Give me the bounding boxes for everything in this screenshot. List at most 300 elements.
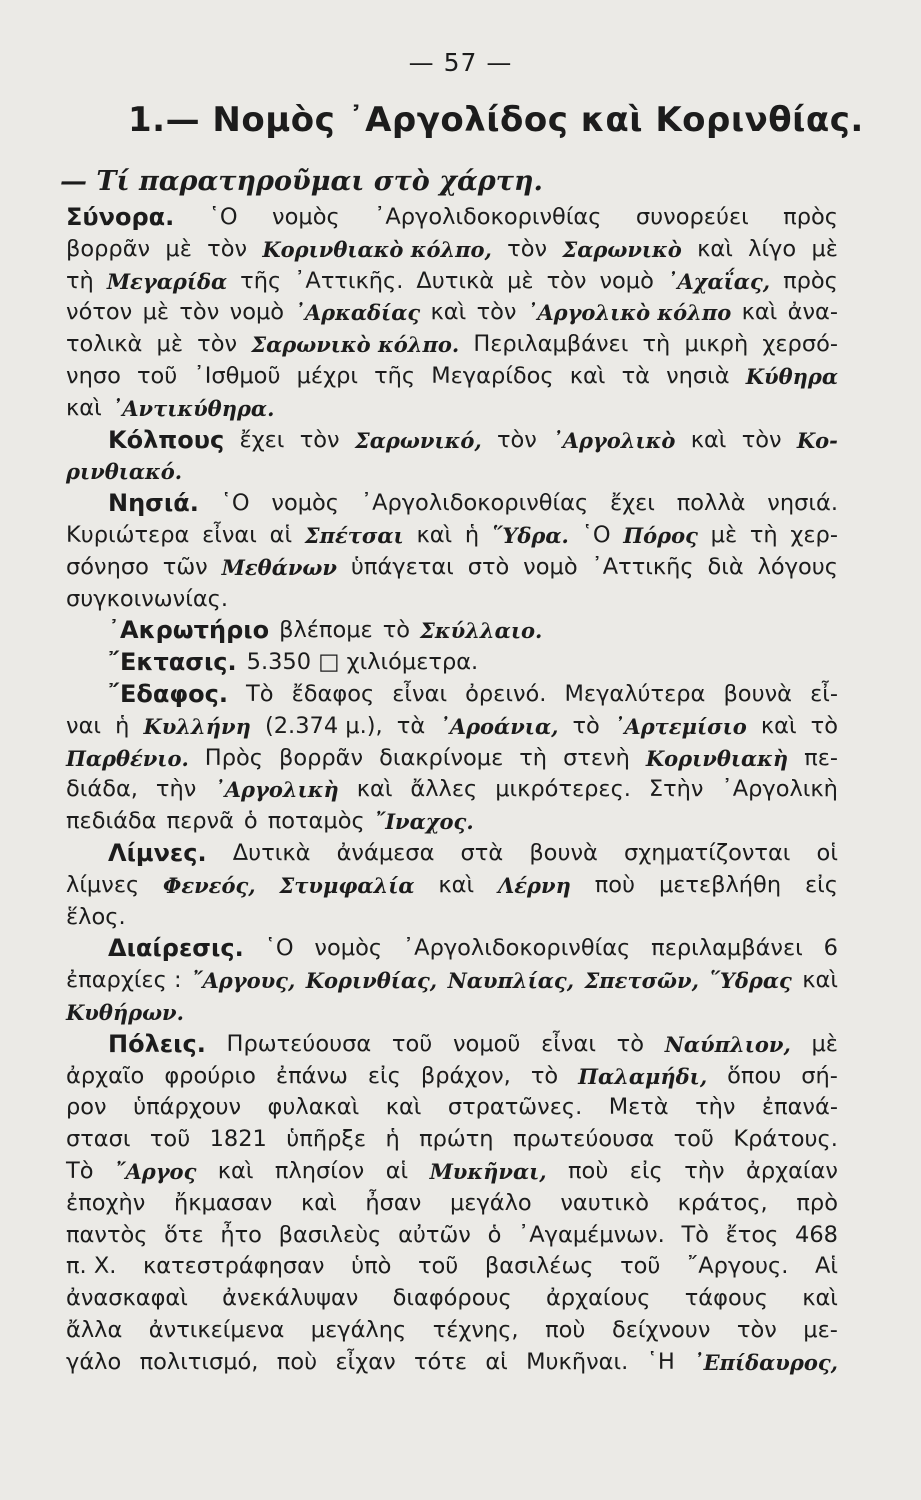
word: μὲ: [142, 299, 170, 326]
word: καὶ: [300, 1189, 337, 1216]
place-name: Κυθήρων.: [66, 999, 184, 1025]
word: ἡ: [464, 521, 480, 548]
word: αὐτῶν: [398, 1221, 471, 1248]
place-name: ᾿Αντικύθηρα.: [111, 395, 275, 421]
word: εἶχαν: [335, 1348, 396, 1375]
text-line: [66, 679, 838, 711]
word: Μεγαρίδος: [431, 362, 554, 389]
place-name: Σαρωνικό,: [354, 427, 482, 453]
word: π. Χ.: [66, 1253, 117, 1280]
word: ἀντικείμενα: [148, 1316, 285, 1343]
text-line: [66, 584, 838, 616]
word: μὲ: [165, 235, 192, 262]
word: τοῦ: [620, 1253, 661, 1280]
word: ἀρχαίαν: [745, 1157, 838, 1184]
place-name: ᾿Αργολικὸ: [552, 427, 676, 453]
word: μὲ: [811, 235, 838, 262]
word: Περιλαμβάνει: [473, 331, 629, 358]
place-name: Κο-: [796, 427, 838, 453]
word: εἶναι: [392, 680, 448, 707]
word: με-: [803, 1316, 838, 1343]
word: πρὸ: [796, 1189, 838, 1216]
word: ποὺ: [545, 1316, 586, 1343]
word: στενὴ: [563, 744, 630, 771]
word: Δυτικὰ: [232, 839, 311, 866]
word: νομὸς: [272, 204, 340, 230]
word: Αἱ: [814, 1253, 838, 1280]
word: βασιλεὺς: [278, 1221, 382, 1248]
word: ποὺ: [594, 871, 636, 898]
place-name: ῎Αργους,: [191, 968, 296, 994]
place-name: ᾿Επίδαυρος,: [693, 1349, 838, 1375]
word: καὶ: [438, 871, 475, 898]
word: εἶναι: [541, 1030, 596, 1057]
word: καὶ: [416, 521, 453, 548]
word: μὲ: [710, 521, 738, 548]
word: Μεγαλύτερα: [564, 680, 706, 707]
text-line: [66, 615, 838, 647]
word: Κυριώτερα: [66, 521, 190, 548]
text-line: [66, 774, 838, 806]
word: Στὴν: [648, 776, 704, 803]
text-line: [66, 425, 838, 457]
word: καὶ: [697, 235, 733, 262]
text-line: [66, 488, 838, 520]
text-line: [66, 965, 838, 997]
word: τὸν: [741, 426, 782, 453]
section-label: Διαίρεσις.: [108, 934, 244, 963]
word: τὸ: [530, 1062, 559, 1089]
word: καὶ: [217, 1157, 254, 1184]
section-label: Κόλπους: [108, 425, 225, 454]
word: τοῦ: [417, 1253, 459, 1280]
word: μὲ: [507, 267, 534, 294]
text-line: [66, 266, 838, 298]
word: τάφους: [684, 1285, 768, 1312]
word: εἶναι: [202, 521, 257, 548]
word: ἄλλες: [410, 776, 478, 803]
word: ὀρεινό.: [465, 680, 547, 707]
text-line: [66, 520, 838, 552]
word: λίγο: [748, 235, 797, 262]
section-subheading: — Τί παρατηροῦμαι στὸ χάρτη.: [60, 166, 543, 197]
word: πρὸς: [783, 204, 838, 230]
text-line: [66, 393, 838, 425]
place-name: Κορινθίας,: [305, 968, 438, 994]
word: Κράτους.: [733, 1126, 838, 1153]
place-name: Πόρος: [623, 522, 698, 548]
word: χερσό-: [762, 331, 838, 358]
word: στασι: [66, 1126, 131, 1153]
word: βλέπομε: [279, 617, 373, 644]
place-name: Ναυπλίας,: [447, 968, 575, 994]
word: καὶ: [385, 1094, 422, 1121]
section-label: Νησιά.: [108, 489, 199, 518]
word: ᾿Αργολιδοκορινθίας: [402, 935, 631, 962]
word: σόνησο: [66, 553, 149, 580]
word: ἦτο: [220, 1221, 262, 1248]
text-line: [66, 329, 838, 361]
word: Τὸ: [246, 680, 274, 707]
text-line: [66, 1315, 838, 1347]
word: Δυτικὰ: [416, 267, 495, 294]
word: παντὸς: [66, 1221, 148, 1248]
text-line: [66, 1283, 838, 1315]
word: στρατῶνες.: [447, 1094, 583, 1121]
word: τὸν: [736, 1316, 777, 1343]
word: νομὸ: [523, 553, 578, 580]
word: ἔδαφος: [291, 680, 375, 707]
word: βορρᾶν: [278, 744, 364, 771]
place-name: ᾿Αρτεμίσιο: [613, 713, 747, 739]
place-name: Κυλλήνη: [143, 713, 251, 739]
place-name: Μεγαρίδα: [106, 268, 228, 294]
word: πολιτισμό,: [139, 1348, 259, 1375]
section-label: Λίμνες.: [108, 838, 207, 867]
word: τὸ: [810, 712, 838, 739]
word: ἤκμασαν: [173, 1189, 273, 1216]
word: ναι: [66, 712, 102, 739]
word: τὸ: [572, 712, 600, 739]
word: τὰ: [396, 712, 426, 739]
word: ῾Η: [646, 1348, 675, 1375]
word: σή-: [801, 1062, 838, 1089]
word: τὸν: [299, 426, 340, 453]
word: τῆς: [240, 267, 282, 294]
word: τὸν: [546, 267, 587, 294]
word: ποταμὸς: [267, 808, 365, 835]
word: τὸν: [496, 426, 537, 453]
word: λίμνες: [66, 871, 140, 898]
word: ῾Ο: [208, 204, 238, 230]
place-name: ῞Υδρας: [709, 968, 792, 994]
word: πρὸς: [783, 267, 838, 294]
word: Πρωτεύουσα: [226, 1030, 372, 1057]
place-name: Σκύλλαιο.: [420, 618, 543, 644]
word: βορρᾶν: [66, 235, 151, 262]
word: διακρίνομε: [379, 744, 504, 771]
text-line: [66, 743, 838, 775]
place-name: Φενεός,: [163, 872, 256, 898]
word: βράχον,: [420, 1062, 511, 1089]
word: ἐπαρχίες :: [66, 967, 182, 994]
word: ῾Ο: [581, 521, 611, 548]
text-line: [66, 1220, 838, 1252]
word: ποὺ: [276, 1348, 318, 1375]
word: τέχνης,: [432, 1316, 519, 1343]
text-line: [66, 1251, 838, 1283]
word: εἰς: [804, 871, 838, 898]
text-line: [66, 838, 838, 870]
text-line: [66, 1029, 838, 1061]
word: νησο: [66, 362, 121, 389]
word: τῶν: [162, 553, 208, 580]
word: τὸν: [197, 331, 238, 358]
word: καὶ: [66, 394, 102, 421]
section-label: Πόλεις.: [108, 1029, 206, 1058]
place-name: ᾿Αροάνια,: [439, 713, 559, 739]
word: ὁ: [487, 1221, 502, 1248]
word: 468: [795, 1221, 838, 1248]
word: ἕλος.: [66, 903, 126, 930]
word: πε-: [804, 744, 838, 771]
place-name: ῎Ιναχος.: [374, 809, 474, 835]
word: ἡ: [115, 712, 130, 739]
word: νότον: [66, 299, 133, 326]
word: καὶ: [356, 776, 393, 803]
word: ἀρχαίους: [545, 1285, 651, 1312]
text-line: [66, 456, 838, 488]
word: πρωτεύουσα: [512, 1126, 655, 1153]
word: συγκοινωνίας.: [66, 585, 229, 612]
word: ρον: [66, 1094, 107, 1121]
word: πρώτη: [419, 1126, 494, 1153]
word: βουνὰ: [723, 680, 792, 707]
word: ᾿Αργολιδοκορινθίας: [374, 204, 602, 230]
word: στὰ: [460, 839, 504, 866]
word: ᾿Αργολικὴ: [721, 776, 838, 803]
text-line: [66, 297, 838, 329]
word: ἦσαν: [365, 1189, 422, 1216]
word: τὸ: [382, 617, 411, 644]
place-name: ᾿Αργολικὸ κόλπο: [526, 300, 732, 326]
word: ᾿Αττικῆς: [591, 553, 694, 580]
place-name: ᾿Αρκαδίας: [294, 300, 421, 326]
word: βασιλέως: [484, 1253, 594, 1280]
word: τῆς: [374, 362, 416, 389]
word: ῾Ο: [220, 490, 250, 517]
word: μέχρι: [296, 362, 358, 389]
word: εἰς: [629, 1157, 663, 1184]
word: 5.350 □ χιλιόμετρα.: [246, 649, 479, 676]
word: ἄλλα: [66, 1316, 123, 1343]
word: τὴ: [749, 521, 778, 548]
section-label: Σύνορα.: [66, 203, 175, 231]
word: καὶ: [802, 1285, 838, 1312]
word: τὸν: [179, 299, 220, 326]
text-line: [66, 1124, 838, 1156]
section-label: ῎Εκτασις.: [108, 648, 237, 677]
word: Μυκῆναι.: [526, 1348, 629, 1375]
place-name: Σπέτσαι: [304, 522, 404, 548]
text-line: [66, 997, 838, 1029]
text-line: [66, 1188, 838, 1220]
place-name: Ναύπλιον,: [664, 1031, 791, 1057]
word: τὴν: [695, 1094, 736, 1121]
text-line: [66, 806, 838, 838]
word: καὶ: [741, 299, 778, 326]
word: Πρὸς: [204, 744, 263, 771]
word: χερ-: [790, 521, 838, 548]
place-name: ᾿Αργολικὴ: [214, 777, 339, 803]
place-name: Μυκῆναι,: [429, 1158, 547, 1184]
word: εἶ-: [810, 680, 838, 707]
word: ἀνασκαφαὶ: [66, 1285, 188, 1312]
place-name: Λέρνη: [498, 872, 571, 898]
text-line: [66, 647, 838, 679]
place-name: ῞Υδρα.: [491, 522, 569, 548]
word: λόγους: [757, 553, 838, 580]
word: τὴν: [155, 776, 197, 803]
word: Τὸ: [681, 1221, 709, 1248]
word: ῎Αργους.: [687, 1253, 789, 1280]
word: κράτος,: [677, 1189, 768, 1216]
word: ἐπανά-: [761, 1094, 838, 1121]
word: τότε: [413, 1348, 468, 1375]
word: τὸν: [507, 235, 548, 262]
text-line: [66, 1061, 838, 1093]
word: διάδα,: [66, 776, 138, 803]
word: ἔτος: [725, 1221, 779, 1248]
word: στὸ: [467, 553, 510, 580]
section-label: ῎Εδαφος.: [108, 679, 228, 708]
word: πολλὰ: [676, 490, 746, 517]
place-name: ᾿Αχαΐας,: [666, 268, 771, 294]
word: κατεστράφησαν: [143, 1253, 325, 1280]
word: νομὸς: [314, 935, 383, 962]
word: 1821: [209, 1126, 267, 1153]
place-name: Παρθένιο.: [66, 745, 189, 771]
word: ἀνα-: [787, 299, 838, 326]
text-line: [66, 552, 838, 584]
text-line: [66, 1156, 838, 1188]
place-name: Σαρωνικὸ: [562, 236, 682, 262]
word: ὑπῆρξε: [286, 1126, 367, 1153]
word: νομὸ: [229, 299, 285, 326]
word: Τὸ: [66, 1157, 94, 1184]
word: καὶ: [802, 967, 838, 994]
word: Μετὰ: [608, 1094, 669, 1121]
section-label: ᾿Ακρωτήριο: [108, 616, 270, 645]
word: ἐποχὴν: [66, 1189, 146, 1216]
word: τοῦ: [391, 1030, 433, 1057]
word: ποὺ: [568, 1157, 609, 1184]
body-text: [66, 202, 838, 1378]
word: μικρότερες.: [495, 776, 631, 803]
word: ἀνάμεσα: [336, 839, 435, 866]
word: νομοῦ: [452, 1030, 521, 1057]
word: ᾿Αγαμέμνων.: [518, 1221, 665, 1248]
word: ἔχει: [609, 490, 655, 517]
place-name: Σαρωνικὸ κόλπο.: [251, 332, 460, 358]
word: μικρὴ: [684, 331, 749, 358]
word: σχηματίζονται: [624, 839, 791, 866]
word: καὶ: [569, 362, 606, 389]
page-number: — 57 —: [408, 48, 513, 77]
text-line: [66, 361, 838, 393]
text-line: [66, 234, 838, 266]
word: ὑπάρχουν: [133, 1094, 242, 1121]
word: μὲ: [156, 331, 183, 358]
word: ναυτικὸ: [560, 1189, 649, 1216]
place-name: ῎Αργος: [114, 1158, 197, 1184]
word: νησιὰ: [666, 362, 730, 389]
text-line: [66, 1347, 838, 1379]
place-name: Κορινθιακὴ: [645, 745, 789, 771]
word: ὑπὸ: [351, 1253, 392, 1280]
word: τολικὰ: [66, 331, 143, 358]
word: οἱ: [816, 839, 838, 866]
word: τὸν: [207, 235, 248, 262]
word: περιλαμβάνει: [651, 935, 803, 962]
text-line: [66, 202, 838, 234]
text-line: [66, 1092, 838, 1124]
word: ᾿Αργολιδοκορινθίας: [360, 490, 589, 517]
word: νομὸς: [271, 490, 340, 517]
word: αἱ: [269, 521, 293, 548]
word: τοῦ: [136, 362, 178, 389]
word: μεγάλο: [449, 1189, 532, 1216]
word: ἀρχαῖο: [66, 1062, 145, 1089]
place-name: Παλαμήδι,: [578, 1063, 708, 1089]
word: ὅπου: [727, 1062, 782, 1089]
word: τὸν: [476, 299, 517, 326]
word: καὶ: [430, 299, 467, 326]
word: διὰ: [707, 553, 744, 580]
word: βουνὰ: [529, 839, 598, 866]
place-name: Σπετσῶν,: [584, 968, 699, 994]
word: περνᾶ: [166, 808, 234, 835]
word: ᾿Ισθμοῦ: [193, 362, 281, 389]
text-line: [66, 711, 838, 743]
word: συνορεύει: [635, 204, 749, 230]
word: καὶ: [690, 426, 727, 453]
word: νομὸ: [599, 267, 654, 294]
word: τὴ: [642, 331, 671, 358]
word: τοῦ: [673, 1126, 714, 1153]
word: φρούριο: [164, 1062, 256, 1089]
word: ἀνεκάλυψαν: [222, 1285, 359, 1312]
word: τὴ: [519, 744, 548, 771]
word: διαφόρους: [392, 1285, 512, 1312]
word: αἱ: [485, 1348, 508, 1375]
word: φυλακαὶ: [267, 1094, 360, 1121]
word: δείχνουν: [611, 1316, 711, 1343]
text-line: [66, 933, 838, 965]
word: μετεβλήθη: [658, 871, 782, 898]
place-name: Μεθάνων: [221, 554, 337, 580]
word: μεγάλης: [310, 1316, 407, 1343]
word: τὴ: [66, 267, 94, 294]
word: νησιά.: [767, 490, 838, 517]
place-name: ρινθιακό.: [66, 459, 183, 485]
word: ἐπάνω: [275, 1062, 348, 1089]
place-name: Κορινθιακὸ κόλπο,: [262, 236, 492, 262]
word: ῾Ο: [264, 935, 294, 962]
text-line: [66, 902, 838, 934]
place-name: Στυμφαλία: [279, 872, 415, 898]
word: καὶ: [760, 712, 797, 739]
place-name: Κύθηρα: [745, 363, 838, 389]
word: ᾿Αττικῆς.: [294, 267, 404, 294]
word: ὁ: [243, 808, 258, 835]
word: ἔχει: [239, 426, 285, 453]
word: αἱ: [385, 1157, 409, 1184]
word: τὰ: [621, 362, 650, 389]
word: (2.374 μ.),: [264, 712, 383, 739]
word: 6: [823, 935, 838, 962]
word: τοῦ: [149, 1126, 191, 1153]
chapter-title: 1.— Νομὸς ᾿Αργολίδος καὶ Κορινθίας.: [128, 100, 864, 140]
word: πεδιάδα: [66, 808, 157, 835]
text-line: [66, 870, 838, 902]
word: τὸ: [616, 1030, 644, 1057]
word: εἰς: [367, 1062, 401, 1089]
word: ἡ: [385, 1126, 400, 1153]
word: τὴν: [684, 1157, 725, 1184]
word: πλησίον: [274, 1157, 365, 1184]
word: μὲ: [811, 1030, 838, 1057]
